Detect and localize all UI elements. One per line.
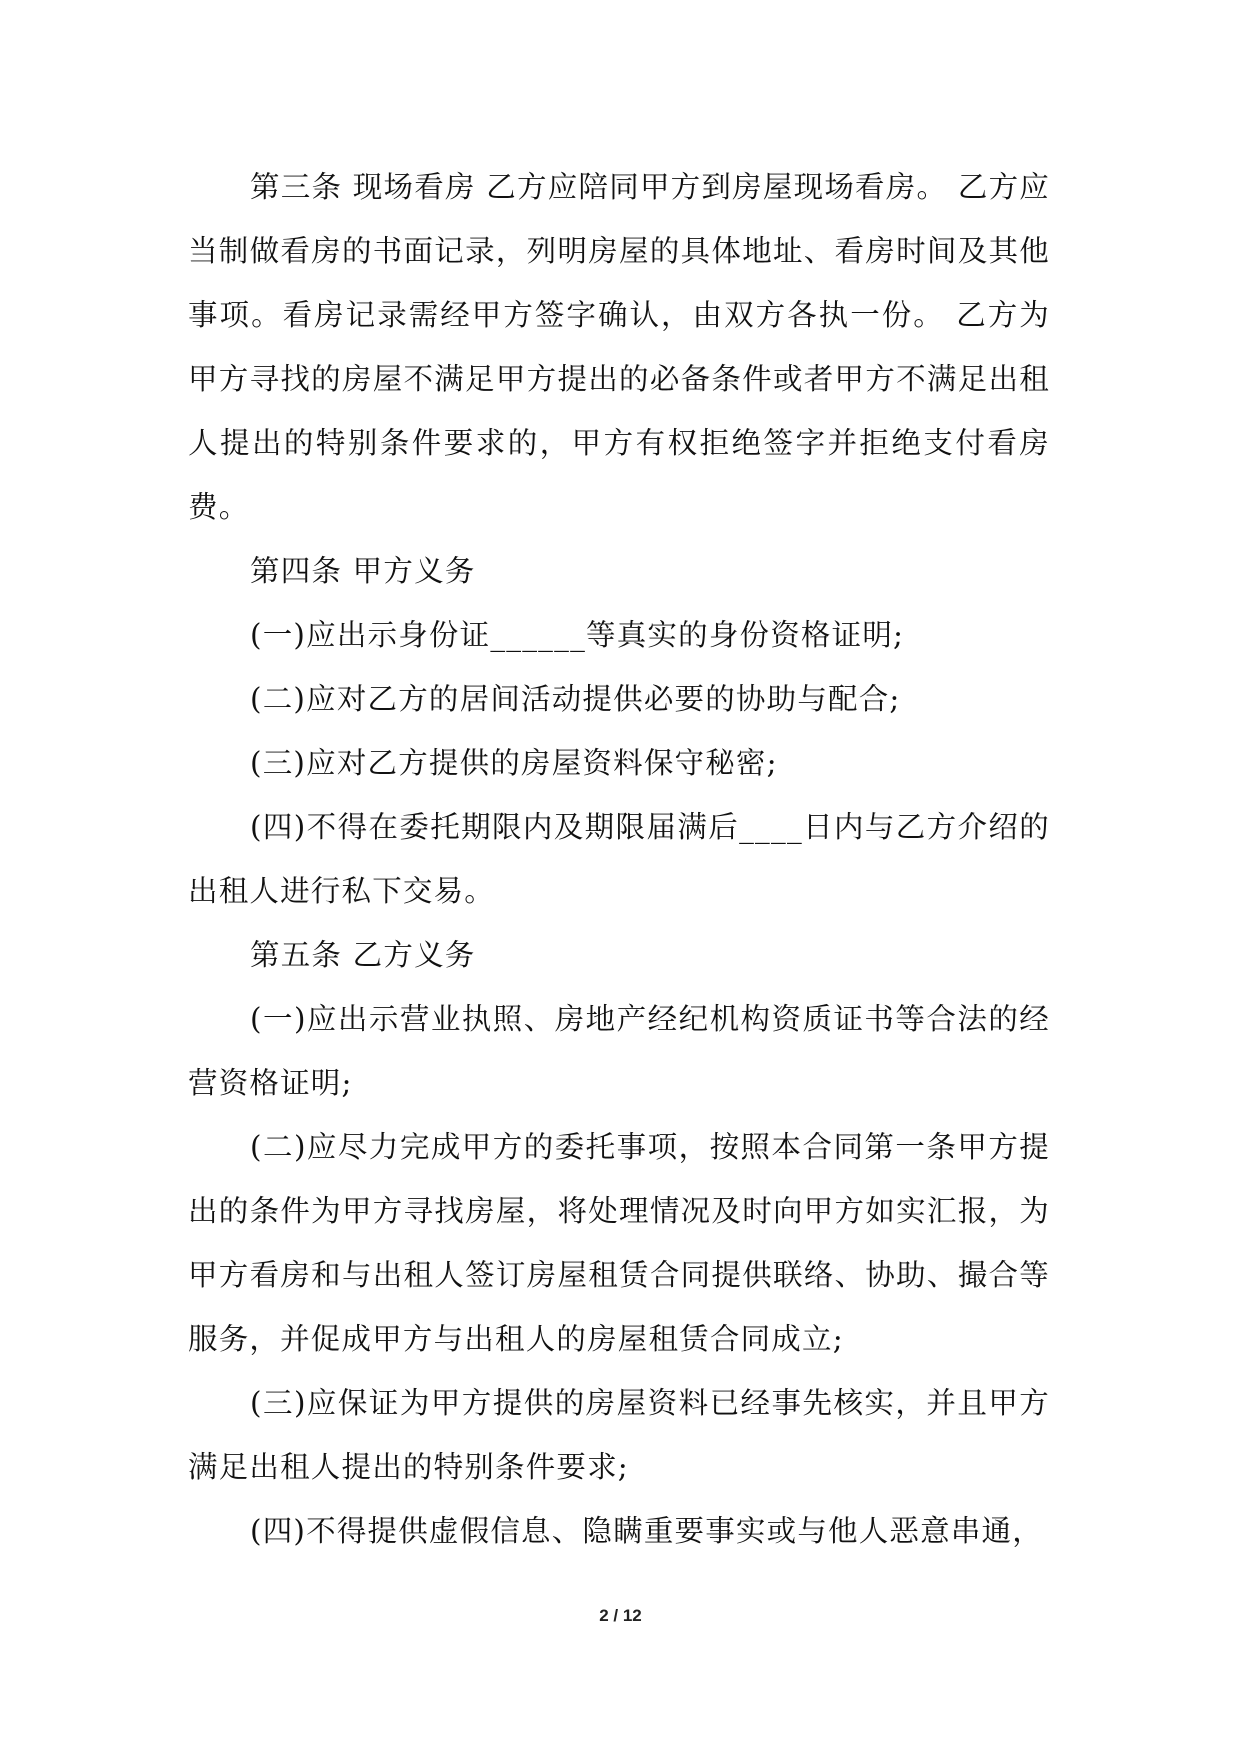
- article-5-item-1: (一)应出示营业执照、房地产经纪机构资质证书等合法的经营资格证明;: [188, 1002, 1050, 1100]
- article-5-heading: 第五条 乙方义务: [250, 938, 476, 972]
- article-5-item-3: (三)应保证为甲方提供的房屋资料已经事先核实，并且甲方满足出租人提出的特别条件要求;: [188, 1386, 1050, 1484]
- article-4-item-3: (三)应对乙方提供的房屋资料保守秘密;: [250, 746, 778, 780]
- article-4-heading: 第四条 甲方义务: [250, 554, 476, 588]
- article-3-paragraph: 第三条 现场看房 乙方应陪同甲方到房屋现场看房。 乙方应当制做看房的书面记录，列明房屋的具体地址、看房时间及其他事项。看房记录需经甲方签字确认，由双方各执一份。 乙方为甲方寻找的房屋不满足甲方提出的必备条件或者甲方不满足出租人提出的特别条件要求的，甲方有权拒绝签字并拒绝支付看房费。: [188, 170, 1050, 524]
- article-5-item-4: (四)不得提供虚假信息、隐瞒重要事实或与他人恶意串通，: [250, 1514, 1043, 1548]
- article-4-item-4: (四)不得在委托期限内及期限届满后____日内与乙方介绍的出租人进行私下交易。: [188, 810, 1050, 908]
- document-body: [188, 155, 1050, 1563]
- page-number: 2 / 12: [599, 1606, 642, 1625]
- article-4-item-2: (二)应对乙方的居间活动提供必要的协助与配合;: [250, 682, 901, 716]
- article-5-item-2: (二)应尽力完成甲方的委托事项，按照本合同第一条甲方提出的条件为甲方寻找房屋，将处理情况及时向甲方如实汇报，为甲方看房和与出租人签订房屋租赁合同提供联络、协助、撮合等服务，并促成甲方与出租人的房屋租赁合同成立;: [188, 1130, 1050, 1356]
- article-4-item-1: (一)应出示身份证______等真实的身份资格证明;: [250, 618, 905, 652]
